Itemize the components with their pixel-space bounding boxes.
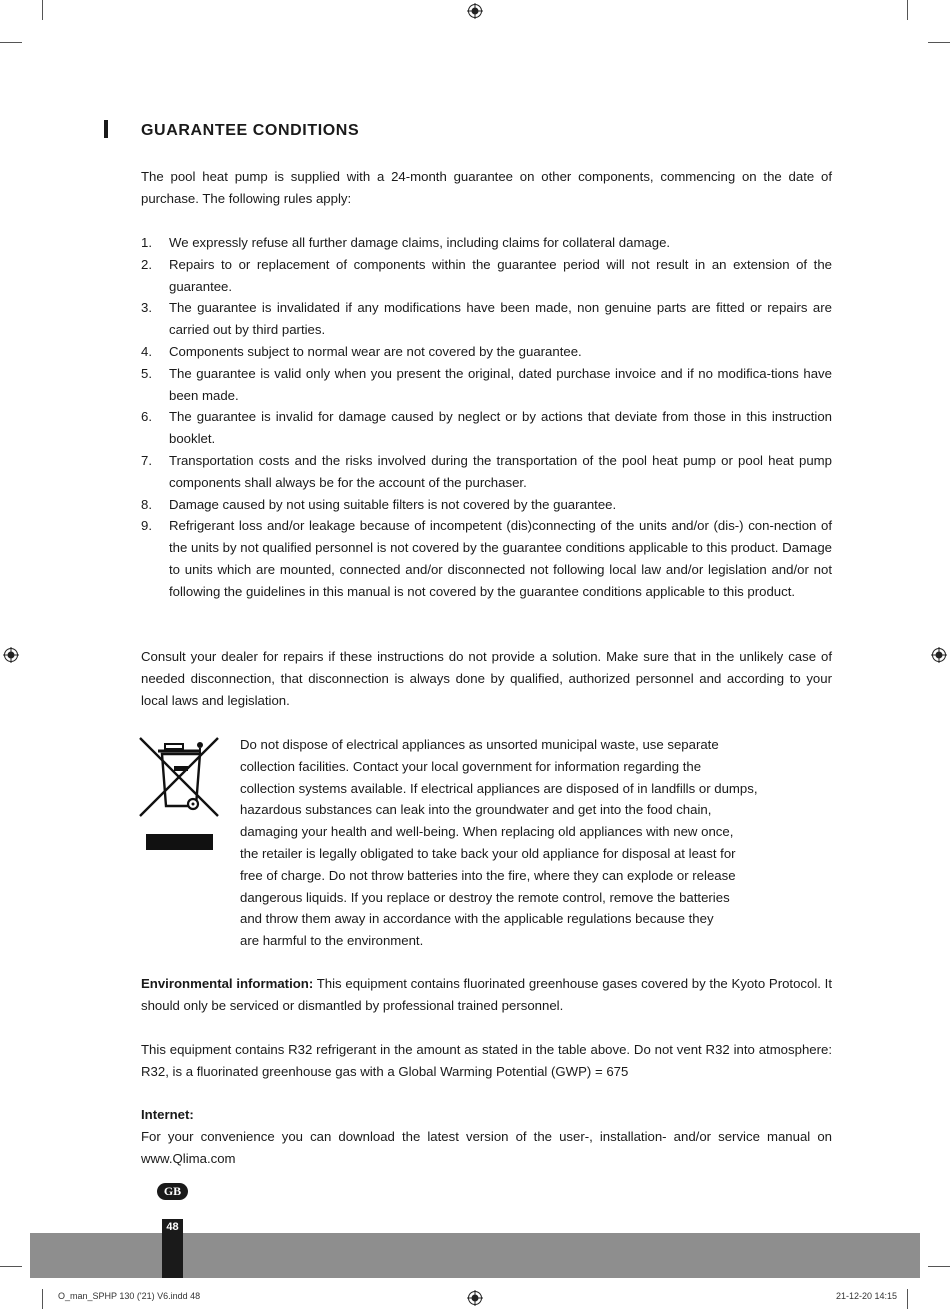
list-item-text: Components subject to normal wear are not covered by the guarantee. <box>169 343 582 359</box>
crop-mark <box>0 42 22 43</box>
list-item <box>141 232 832 254</box>
list-item-number: 1. <box>141 235 152 250</box>
print-slug-filename: O_man_SPHP 130 ('21) V6.indd 48 <box>58 1291 201 1301</box>
registration-mark-icon <box>3 647 19 663</box>
list-item-text: Repairs to or replacement of components within the guarantee period will not result in an extension of the guarantee. <box>169 256 832 294</box>
registration-mark-icon <box>467 1290 483 1306</box>
section-marker <box>104 120 108 138</box>
list-item <box>141 341 832 363</box>
internet-text: For your convenience you can download the latest version of the user-, installation- and/or service manual on www.Qlima.com <box>141 1128 832 1166</box>
list-item <box>141 494 832 516</box>
list-item-number: 6. <box>141 409 152 425</box>
disposal-notice-line: collection facilities. Contact your local government for information regarding the <box>240 758 702 774</box>
list-item-number: 5. <box>141 365 152 381</box>
list-item-text: The guarantee is valid only when you present the original, dated purchase invoice and if no modifica-tions have been made. <box>169 365 832 403</box>
weee-marking-bar <box>146 834 213 850</box>
disposal-notice-line: and throw them away in accordance with the applicable regulations because they <box>240 911 714 927</box>
crop-mark <box>42 0 43 20</box>
list-item <box>141 515 832 602</box>
crossed-out-wheelie-bin-icon <box>138 736 222 822</box>
list-item-text: Refrigerant loss and/or leakage because of incompetent (dis)connecting of the units and/or (dis-) con-nection of the units by not qualified personnel is not covered by the guarantee conditions applicable to this product. Damage to units which are mounted, connected and/or disconnected not following local law and/or legislation and/or not following the guidelines in this manual is not covered by the guarantee conditions applicable to this product. <box>169 518 832 599</box>
disposal-notice <box>240 734 820 952</box>
registration-mark-icon <box>467 3 483 19</box>
list-item-number: 7. <box>141 452 152 468</box>
environmental-text: This equipment contains fluorinated greenhouse gases covered by the Kyoto Protocol. It should only be serviced or dismantled by professional trained personnel. <box>141 976 832 1013</box>
print-slug-datetime: 21-12-20 14:15 <box>836 1291 898 1301</box>
list-item <box>141 297 832 341</box>
environmental-label: Environmental information: <box>141 976 314 991</box>
list-item-text: Damage caused by not using suitable filters is not covered by the guarantee. <box>169 496 617 512</box>
disposal-notice-line: are harmful to the environment. <box>240 933 424 949</box>
disposal-notice-line: free of charge. Do not throw batteries into the fire, where they can explode or release <box>240 867 736 883</box>
disposal-notice-line: the retailer is legally obligated to take back your old appliance for disposal at least for <box>240 845 736 861</box>
page-title: GUARANTEE CONDITIONS <box>141 122 360 139</box>
list-item-number: 2. <box>141 256 152 272</box>
crop-mark <box>928 1266 950 1267</box>
list-item <box>141 254 832 298</box>
disposal-notice-line: dangerous liquids. If you replace or destroy the remote control, remove the batteries <box>240 889 730 905</box>
list-item-text: We expressly refuse all further damage claims, including claims for collateral damage. <box>169 235 671 250</box>
disposal-notice-line: hazardous substances can leak into the groundwater and get into the food chain, <box>240 802 712 818</box>
list-item <box>141 450 832 494</box>
environmental-paragraph <box>141 973 832 1017</box>
crop-mark <box>42 1289 43 1309</box>
list-item-text: Transportation costs and the risks involved during the transportation of the pool heat pump or pool heat pump components shall always be for the account of the purchaser. <box>169 452 832 490</box>
internet-label: Internet: <box>141 1107 194 1122</box>
list-item <box>141 363 832 407</box>
disposal-notice-line: damaging your health and well-being. When replacing old appliances with new once, <box>240 824 734 840</box>
internet-section <box>141 1104 832 1169</box>
language-badge: GB <box>157 1183 188 1200</box>
list-item-text: The guarantee is invalid for damage caused by neglect or by actions that deviate from those in this instruction booklet. <box>169 409 832 447</box>
page-number: 48 <box>166 1221 179 1233</box>
crop-mark <box>907 0 908 20</box>
disposal-notice-line: collection systems available. If electrical appliances are disposed of in landfills or dumps, <box>240 780 758 796</box>
crop-mark <box>928 42 950 43</box>
list-item-text: The guarantee is invalidated if any modifications have been made, non genuine parts are fitted or repairs are carried out by third parties. <box>169 300 832 338</box>
registration-mark-icon <box>931 647 947 663</box>
guarantee-rules-list <box>141 232 832 603</box>
list-item-number: 8. <box>141 496 152 512</box>
list-item-number: 9. <box>141 518 152 534</box>
list-item <box>141 406 832 450</box>
list-item-number: 3. <box>141 300 152 316</box>
list-item-number: 4. <box>141 343 152 359</box>
intro-paragraph: The pool heat pump is supplied with a 24-month guarantee on other components, commencing on the date of purchase. The following rules apply: <box>141 169 832 206</box>
crop-mark <box>907 1289 908 1309</box>
consult-paragraph: Consult your dealer for repairs if these instructions do not provide a solution. Make sure that in the unlikely case of needed disconnection, that disconnection is always done by qualified, authorized personnel and according to your local laws and legislation. <box>141 649 832 708</box>
refrigerant-paragraph: This equipment contains R32 refrigerant in the amount as stated in the table above. Do not vent R32 into atmosphere: R32, is a fluorinated greenhouse gas with a Global Warming Potential (GWP) = 675 <box>141 1042 832 1079</box>
disposal-notice-line: Do not dispose of electrical appliances as unsorted municipal waste, use separate <box>240 737 719 752</box>
crop-mark <box>0 1266 22 1267</box>
